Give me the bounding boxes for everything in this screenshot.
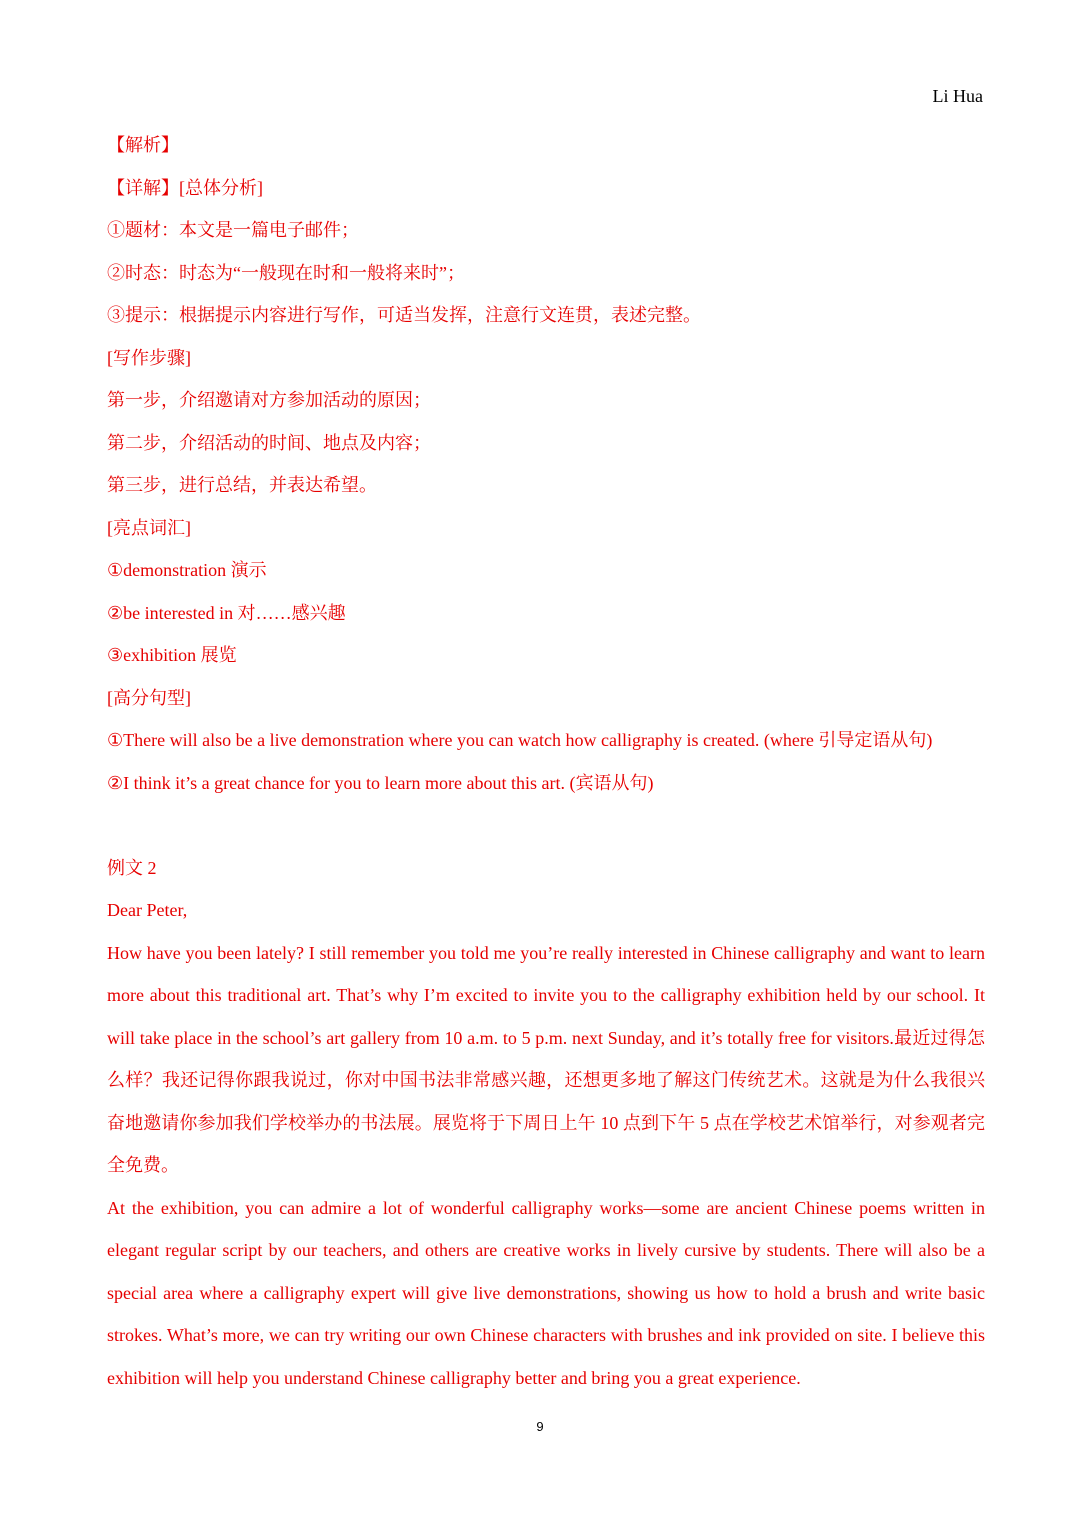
example-title: 例文 2 xyxy=(107,857,157,878)
overall-item: ②时态：时态为“一般现在时和一般将来时”； xyxy=(107,262,465,283)
overall-item: ①题材：本文是一篇电子邮件； xyxy=(107,220,359,240)
vocab-item: ①demonstration 演示 xyxy=(107,560,267,580)
spacer xyxy=(107,804,985,847)
overall-item: ③提示：根据提示内容进行写作，可适当发挥，注意行文连贯，表述完整。 xyxy=(107,305,701,325)
example-greeting: Dear Peter, xyxy=(107,900,188,920)
writing-steps-label: [写作步骤] xyxy=(107,347,191,368)
vocab-item: ②be interested in 对……感兴趣 xyxy=(107,602,346,623)
example-paragraph: At the exhibition, you can admire a lot of wonderful calligraphy works—some are ancient Chinese poems written in elegant regular script by our teachers, and others are creative works in lively cursive by students. There will also be a special area where a calligraphy expert will give live demonstrations, showing us how to hold a brush and write basic strokes. What’s more, we can try writing our own Chinese characters with brushes and ink provided on site. I believe this exhibition will help you understand Chinese calligraphy better and bring you a great experience. xyxy=(107,1197,985,1388)
analysis-heading: 【解析】 xyxy=(107,135,179,155)
vocab-label: [亮点词汇] xyxy=(107,517,191,538)
detail-heading-line xyxy=(107,167,985,210)
vocab-item: ③exhibition 展览 xyxy=(107,645,237,665)
page-number: 9 xyxy=(536,1419,544,1434)
writing-step: 第二步，介绍活动的时间、地点及内容； xyxy=(107,432,431,453)
sentence-item: ②I think it’s a great chance for you to learn more about this art. (宾语从句) xyxy=(107,772,654,793)
sentences-label: [高分句型] xyxy=(107,687,191,708)
detail-heading: 【详解】 xyxy=(107,177,179,198)
writing-step: 第一步，介绍邀请对方参加活动的原因； xyxy=(107,390,431,410)
sentence-item: ①There will also be a live demonstration where you can watch how calligraphy is created. (where 引导定语从句) xyxy=(107,730,933,750)
overall-analysis-label: [总体分析] xyxy=(179,177,263,198)
document-body xyxy=(107,124,985,1399)
writing-step: 第三步，进行总结，并表达希望。 xyxy=(107,475,377,495)
signature: Li Hua xyxy=(932,86,983,106)
example-paragraph: How have you been lately? I still remember you told me you’re really interested in Chinese calligraphy and want to learn more about this traditional art. That’s why I’m excited to invite you to the calligraphy exhibition held by our school. It will take place in the school’s art gallery from 10 a.m. to 5 p.m. next Sunday, and it’s totally free for visitors.最近过得怎么样？我还记得你跟我说过，你对中国书法非常感兴趣，还想更多地了解这门传统艺术。这就是为什么我很兴奋地邀请你参加我们学校举办的书法展。展览将于下周日上午 10 点到下午 5 点在学校艺术馆举行，对参观者完全免费。 xyxy=(107,942,985,1175)
